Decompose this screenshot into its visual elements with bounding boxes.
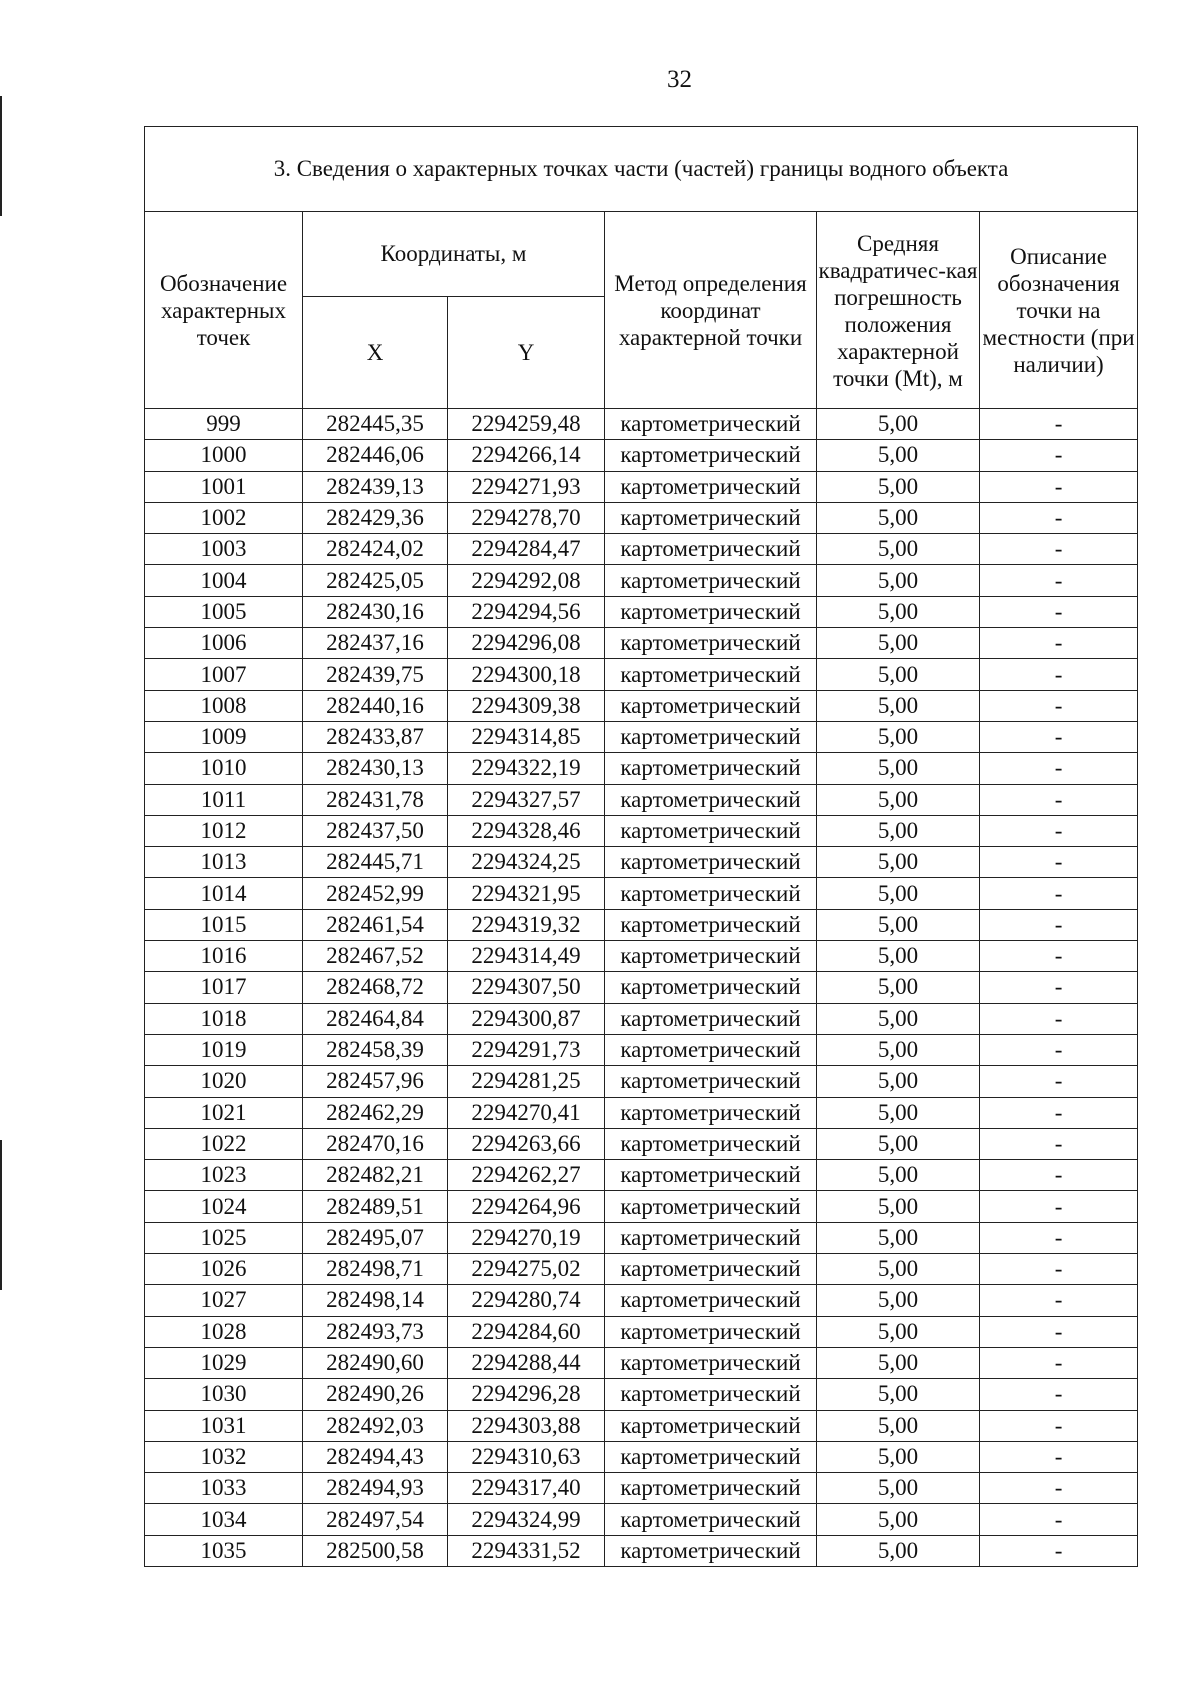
x-cell: 282445,71 xyxy=(303,847,448,878)
error-cell: 5,00 xyxy=(817,690,980,721)
y-cell: 2294321,95 xyxy=(448,878,605,909)
y-cell: 2294291,73 xyxy=(448,1034,605,1065)
description-cell: - xyxy=(980,909,1138,940)
table-title: 3. Сведения о характерных точках части (частей) границы водного объекта xyxy=(145,127,1138,212)
method-cell: картометрический xyxy=(605,1285,817,1316)
error-cell: 5,00 xyxy=(817,753,980,784)
y-cell: 2294259,48 xyxy=(448,409,605,440)
y-cell: 2294284,47 xyxy=(448,534,605,565)
error-cell: 5,00 xyxy=(817,784,980,815)
header-method: Метод определения координат характерной точки xyxy=(605,212,817,409)
x-cell: 282462,29 xyxy=(303,1097,448,1128)
table-body xyxy=(145,409,1138,1567)
description-cell: - xyxy=(980,1128,1138,1159)
x-cell: 282490,60 xyxy=(303,1347,448,1378)
error-cell: 5,00 xyxy=(817,596,980,627)
table-row xyxy=(145,753,1138,784)
table-row xyxy=(145,847,1138,878)
method-cell: картометрический xyxy=(605,1034,817,1065)
method-cell: картометрический xyxy=(605,972,817,1003)
y-cell: 2294317,40 xyxy=(448,1473,605,1504)
point-cell: 1021 xyxy=(145,1097,303,1128)
table-row xyxy=(145,815,1138,846)
error-cell: 5,00 xyxy=(817,502,980,533)
x-cell: 282458,39 xyxy=(303,1034,448,1065)
error-cell: 5,00 xyxy=(817,659,980,690)
method-cell: картометрический xyxy=(605,815,817,846)
scan-edge-mark-bottom xyxy=(0,1140,2,1290)
error-cell: 5,00 xyxy=(817,1504,980,1535)
method-cell: картометрический xyxy=(605,690,817,721)
method-cell: картометрический xyxy=(605,534,817,565)
method-cell: картометрический xyxy=(605,784,817,815)
point-cell: 1016 xyxy=(145,941,303,972)
point-cell: 1001 xyxy=(145,471,303,502)
point-cell: 1031 xyxy=(145,1410,303,1441)
table-row xyxy=(145,1379,1138,1410)
x-cell: 282494,93 xyxy=(303,1473,448,1504)
table-row xyxy=(145,1191,1138,1222)
error-cell: 5,00 xyxy=(817,1254,980,1285)
table-row xyxy=(145,1285,1138,1316)
error-cell: 5,00 xyxy=(817,1160,980,1191)
y-cell: 2294263,66 xyxy=(448,1128,605,1159)
error-cell: 5,00 xyxy=(817,815,980,846)
method-cell: картометрический xyxy=(605,1128,817,1159)
y-cell: 2294270,41 xyxy=(448,1097,605,1128)
x-cell: 282429,36 xyxy=(303,502,448,533)
table-row xyxy=(145,1128,1138,1159)
point-cell: 1017 xyxy=(145,972,303,1003)
point-cell: 1022 xyxy=(145,1128,303,1159)
x-cell: 282430,16 xyxy=(303,596,448,627)
x-cell: 282439,13 xyxy=(303,471,448,502)
method-cell: картометрический xyxy=(605,1222,817,1253)
x-cell: 282461,54 xyxy=(303,909,448,940)
table-row xyxy=(145,972,1138,1003)
table-row xyxy=(145,1316,1138,1347)
description-cell: - xyxy=(980,1034,1138,1065)
description-cell: - xyxy=(980,1316,1138,1347)
table-row xyxy=(145,1160,1138,1191)
point-cell: 1003 xyxy=(145,534,303,565)
y-cell: 2294270,19 xyxy=(448,1222,605,1253)
y-cell: 2294271,93 xyxy=(448,471,605,502)
y-cell: 2294322,19 xyxy=(448,753,605,784)
table-row xyxy=(145,690,1138,721)
table-row xyxy=(145,1473,1138,1504)
method-cell: картометрический xyxy=(605,1473,817,1504)
x-cell: 282464,84 xyxy=(303,1003,448,1034)
error-cell: 5,00 xyxy=(817,440,980,471)
point-cell: 1030 xyxy=(145,1379,303,1410)
x-cell: 282492,03 xyxy=(303,1410,448,1441)
x-cell: 282445,35 xyxy=(303,409,448,440)
description-cell: - xyxy=(980,659,1138,690)
y-cell: 2294266,14 xyxy=(448,440,605,471)
x-cell: 282494,43 xyxy=(303,1441,448,1472)
point-cell: 1034 xyxy=(145,1504,303,1535)
error-cell: 5,00 xyxy=(817,1128,980,1159)
description-cell: - xyxy=(980,471,1138,502)
method-cell: картометрический xyxy=(605,1066,817,1097)
method-cell: картометрический xyxy=(605,1347,817,1378)
method-cell: картометрический xyxy=(605,753,817,784)
y-cell: 2294314,85 xyxy=(448,721,605,752)
point-cell: 1035 xyxy=(145,1535,303,1566)
x-cell: 282490,26 xyxy=(303,1379,448,1410)
error-cell: 5,00 xyxy=(817,1535,980,1566)
method-cell: картометрический xyxy=(605,1535,817,1566)
header-error: Средняя квадратичес-кая погрешность положения характерной точки (Mt), м xyxy=(817,212,980,409)
header-point-designation: Обозначение характерных точек xyxy=(145,212,303,409)
point-cell: 1008 xyxy=(145,690,303,721)
description-cell: - xyxy=(980,1285,1138,1316)
description-cell: - xyxy=(980,1410,1138,1441)
point-cell: 1028 xyxy=(145,1316,303,1347)
error-cell: 5,00 xyxy=(817,409,980,440)
table-row xyxy=(145,941,1138,972)
x-cell: 282467,52 xyxy=(303,941,448,972)
description-cell: - xyxy=(980,721,1138,752)
error-cell: 5,00 xyxy=(817,1066,980,1097)
point-cell: 1015 xyxy=(145,909,303,940)
x-cell: 282498,71 xyxy=(303,1254,448,1285)
point-cell: 1010 xyxy=(145,753,303,784)
method-cell: картометрический xyxy=(605,1316,817,1347)
y-cell: 2294284,60 xyxy=(448,1316,605,1347)
method-cell: картометрический xyxy=(605,1410,817,1441)
error-cell: 5,00 xyxy=(817,1285,980,1316)
y-cell: 2294296,28 xyxy=(448,1379,605,1410)
x-cell: 282431,78 xyxy=(303,784,448,815)
description-cell: - xyxy=(980,784,1138,815)
description-cell: - xyxy=(980,941,1138,972)
y-cell: 2294281,25 xyxy=(448,1066,605,1097)
x-cell: 282425,05 xyxy=(303,565,448,596)
description-cell: - xyxy=(980,1504,1138,1535)
y-cell: 2294300,87 xyxy=(448,1003,605,1034)
y-cell: 2294278,70 xyxy=(448,502,605,533)
point-cell: 1011 xyxy=(145,784,303,815)
error-cell: 5,00 xyxy=(817,909,980,940)
table-row xyxy=(145,596,1138,627)
boundary-points-table xyxy=(144,126,1138,1567)
description-cell: - xyxy=(980,1097,1138,1128)
method-cell: картометрический xyxy=(605,1003,817,1034)
x-cell: 282468,72 xyxy=(303,972,448,1003)
method-cell: картометрический xyxy=(605,1160,817,1191)
x-cell: 282437,50 xyxy=(303,815,448,846)
table-row xyxy=(145,1504,1138,1535)
y-cell: 2294309,38 xyxy=(448,690,605,721)
method-cell: картометрический xyxy=(605,659,817,690)
point-cell: 1032 xyxy=(145,1441,303,1472)
method-cell: картометрический xyxy=(605,1097,817,1128)
x-cell: 282493,73 xyxy=(303,1316,448,1347)
table-row xyxy=(145,1034,1138,1065)
description-cell: - xyxy=(980,815,1138,846)
description-cell: - xyxy=(980,628,1138,659)
description-cell: - xyxy=(980,1066,1138,1097)
table-row xyxy=(145,784,1138,815)
y-cell: 2294300,18 xyxy=(448,659,605,690)
y-cell: 2294328,46 xyxy=(448,815,605,846)
header-coordinates: Координаты, м xyxy=(303,212,605,297)
point-cell: 1014 xyxy=(145,878,303,909)
x-cell: 282457,96 xyxy=(303,1066,448,1097)
x-cell: 282498,14 xyxy=(303,1285,448,1316)
table-row xyxy=(145,721,1138,752)
y-cell: 2294292,08 xyxy=(448,565,605,596)
description-cell: - xyxy=(980,1473,1138,1504)
error-cell: 5,00 xyxy=(817,878,980,909)
table-row xyxy=(145,1410,1138,1441)
description-cell: - xyxy=(980,1254,1138,1285)
y-cell: 2294275,02 xyxy=(448,1254,605,1285)
x-cell: 282495,07 xyxy=(303,1222,448,1253)
table-row xyxy=(145,628,1138,659)
page-number: 32 xyxy=(667,66,692,93)
point-cell: 1029 xyxy=(145,1347,303,1378)
error-cell: 5,00 xyxy=(817,1410,980,1441)
table-row xyxy=(145,1254,1138,1285)
table-row xyxy=(145,1347,1138,1378)
method-cell: картометрический xyxy=(605,440,817,471)
method-cell: картометрический xyxy=(605,1254,817,1285)
description-cell: - xyxy=(980,502,1138,533)
method-cell: картометрический xyxy=(605,471,817,502)
description-cell: - xyxy=(980,534,1138,565)
y-cell: 2294303,88 xyxy=(448,1410,605,1441)
method-cell: картометрический xyxy=(605,596,817,627)
table-row xyxy=(145,1441,1138,1472)
error-cell: 5,00 xyxy=(817,628,980,659)
error-cell: 5,00 xyxy=(817,847,980,878)
point-cell: 1019 xyxy=(145,1034,303,1065)
table-row xyxy=(145,659,1138,690)
x-cell: 282424,02 xyxy=(303,534,448,565)
description-cell: - xyxy=(980,1222,1138,1253)
table-row xyxy=(145,440,1138,471)
point-cell: 1006 xyxy=(145,628,303,659)
table-row xyxy=(145,1003,1138,1034)
point-cell: 999 xyxy=(145,409,303,440)
x-cell: 282439,75 xyxy=(303,659,448,690)
error-cell: 5,00 xyxy=(817,972,980,1003)
description-cell: - xyxy=(980,753,1138,784)
method-cell: картометрический xyxy=(605,1504,817,1535)
description-cell: - xyxy=(980,565,1138,596)
point-cell: 1002 xyxy=(145,502,303,533)
point-cell: 1005 xyxy=(145,596,303,627)
description-cell: - xyxy=(980,1441,1138,1472)
error-cell: 5,00 xyxy=(817,1473,980,1504)
y-cell: 2294280,74 xyxy=(448,1285,605,1316)
table-row xyxy=(145,409,1138,440)
x-cell: 282433,87 xyxy=(303,721,448,752)
y-cell: 2294319,32 xyxy=(448,909,605,940)
method-cell: картометрический xyxy=(605,847,817,878)
point-cell: 1020 xyxy=(145,1066,303,1097)
table-row xyxy=(145,502,1138,533)
y-cell: 2294310,63 xyxy=(448,1441,605,1472)
x-cell: 282446,06 xyxy=(303,440,448,471)
method-cell: картометрический xyxy=(605,1441,817,1472)
error-cell: 5,00 xyxy=(817,1347,980,1378)
x-cell: 282470,16 xyxy=(303,1128,448,1159)
description-cell: - xyxy=(980,1191,1138,1222)
table-row xyxy=(145,1535,1138,1566)
error-cell: 5,00 xyxy=(817,1034,980,1065)
description-cell: - xyxy=(980,596,1138,627)
point-cell: 1023 xyxy=(145,1160,303,1191)
point-cell: 1033 xyxy=(145,1473,303,1504)
point-cell: 1007 xyxy=(145,659,303,690)
scan-edge-mark-top xyxy=(0,96,2,216)
method-cell: картометрический xyxy=(605,1379,817,1410)
table-row xyxy=(145,909,1138,940)
y-cell: 2294296,08 xyxy=(448,628,605,659)
x-cell: 282482,21 xyxy=(303,1160,448,1191)
x-cell: 282497,54 xyxy=(303,1504,448,1535)
method-cell: картометрический xyxy=(605,502,817,533)
method-cell: картометрический xyxy=(605,409,817,440)
error-cell: 5,00 xyxy=(817,1222,980,1253)
x-cell: 282500,58 xyxy=(303,1535,448,1566)
point-cell: 1013 xyxy=(145,847,303,878)
x-cell: 282440,16 xyxy=(303,690,448,721)
y-cell: 2294288,44 xyxy=(448,1347,605,1378)
x-cell: 282452,99 xyxy=(303,878,448,909)
point-cell: 1012 xyxy=(145,815,303,846)
method-cell: картометрический xyxy=(605,1191,817,1222)
method-cell: картометрический xyxy=(605,909,817,940)
method-cell: картометрический xyxy=(605,721,817,752)
method-cell: картометрический xyxy=(605,941,817,972)
y-cell: 2294294,56 xyxy=(448,596,605,627)
point-cell: 1025 xyxy=(145,1222,303,1253)
description-cell: - xyxy=(980,409,1138,440)
error-cell: 5,00 xyxy=(817,1097,980,1128)
table-row xyxy=(145,1066,1138,1097)
x-cell: 282430,13 xyxy=(303,753,448,784)
description-cell: - xyxy=(980,440,1138,471)
point-cell: 1018 xyxy=(145,1003,303,1034)
error-cell: 5,00 xyxy=(817,534,980,565)
point-cell: 1027 xyxy=(145,1285,303,1316)
y-cell: 2294307,50 xyxy=(448,972,605,1003)
method-cell: картометрический xyxy=(605,565,817,596)
error-cell: 5,00 xyxy=(817,565,980,596)
y-cell: 2294324,25 xyxy=(448,847,605,878)
point-cell: 1009 xyxy=(145,721,303,752)
error-cell: 5,00 xyxy=(817,1191,980,1222)
y-cell: 2294327,57 xyxy=(448,784,605,815)
description-cell: - xyxy=(980,690,1138,721)
x-cell: 282489,51 xyxy=(303,1191,448,1222)
method-cell: картометрический xyxy=(605,878,817,909)
description-cell: - xyxy=(980,972,1138,1003)
header-x: X xyxy=(303,297,448,409)
description-cell: - xyxy=(980,1160,1138,1191)
table-row xyxy=(145,565,1138,596)
error-cell: 5,00 xyxy=(817,941,980,972)
error-cell: 5,00 xyxy=(817,721,980,752)
point-cell: 1026 xyxy=(145,1254,303,1285)
error-cell: 5,00 xyxy=(817,1379,980,1410)
description-cell: - xyxy=(980,847,1138,878)
description-cell: - xyxy=(980,1347,1138,1378)
description-cell: - xyxy=(980,878,1138,909)
description-cell: - xyxy=(980,1535,1138,1566)
y-cell: 2294324,99 xyxy=(448,1504,605,1535)
error-cell: 5,00 xyxy=(817,1316,980,1347)
table-row xyxy=(145,878,1138,909)
method-cell: картометрический xyxy=(605,628,817,659)
point-cell: 1004 xyxy=(145,565,303,596)
y-cell: 2294262,27 xyxy=(448,1160,605,1191)
error-cell: 5,00 xyxy=(817,471,980,502)
error-cell: 5,00 xyxy=(817,1003,980,1034)
y-cell: 2294331,52 xyxy=(448,1535,605,1566)
table-row xyxy=(145,1097,1138,1128)
error-cell: 5,00 xyxy=(817,1441,980,1472)
y-cell: 2294314,49 xyxy=(448,941,605,972)
table-row xyxy=(145,534,1138,565)
y-cell: 2294264,96 xyxy=(448,1191,605,1222)
description-cell: - xyxy=(980,1003,1138,1034)
x-cell: 282437,16 xyxy=(303,628,448,659)
table-row xyxy=(145,1222,1138,1253)
header-description: Описание обозначения точки на местности (при наличии) xyxy=(980,212,1138,409)
header-y: Y xyxy=(448,297,605,409)
table-row xyxy=(145,471,1138,502)
point-cell: 1024 xyxy=(145,1191,303,1222)
description-cell: - xyxy=(980,1379,1138,1410)
point-cell: 1000 xyxy=(145,440,303,471)
